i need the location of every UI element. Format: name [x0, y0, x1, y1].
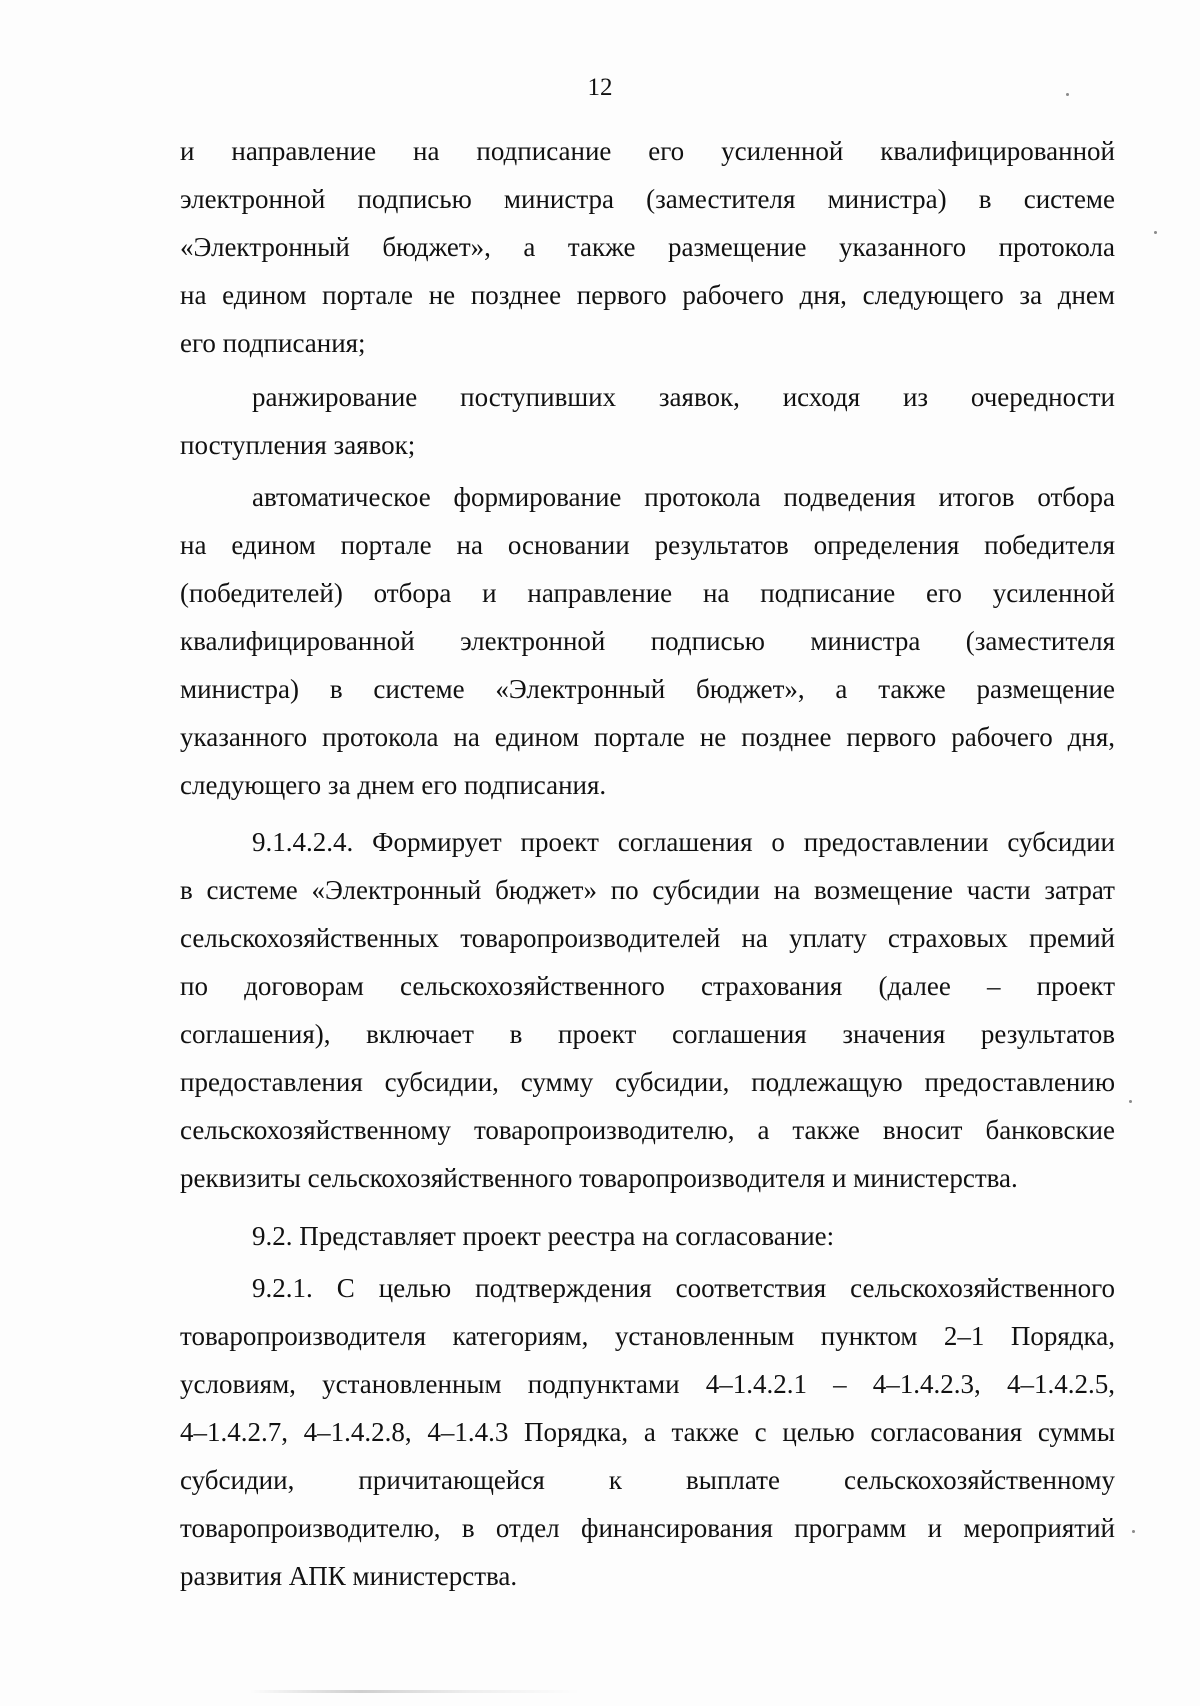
text-line: на едином портале не позднее первого рабочего дня, следующего за днем: [180, 280, 1115, 310]
scan-speck: [1129, 1100, 1132, 1103]
scan-speck: [1066, 93, 1069, 96]
text-line: и направление на подписание его усиленной квалифицированной: [180, 136, 1115, 166]
text-line: поступления заявок;: [180, 430, 416, 460]
paragraph-9-2-1: [180, 1264, 1115, 1600]
page-number: 12: [587, 74, 613, 101]
text-line: развития АПК министерства.: [180, 1561, 518, 1591]
text-line: автоматическое формирование протокола подведения итогов отбора: [252, 482, 1115, 512]
paragraph-protocol-signing: [180, 127, 1115, 367]
text-line: сельскохозяйственному товаропроизводителю, а также вносит банковские: [180, 1115, 1115, 1145]
text-line: ранжирование поступивших заявок, исходя из очередности: [252, 382, 1115, 412]
text-line: (победителей) отбора и направление на подписание его усиленной: [180, 578, 1115, 608]
text-line: «Электронный бюджет», а также размещение указанного протокола: [180, 232, 1115, 262]
text-line: следующего за днем его подписания.: [180, 770, 607, 800]
text-line: соглашения), включает в проект соглашения значения результатов: [180, 1019, 1115, 1049]
text-line: на едином портале на основании результатов определения победителя: [180, 530, 1115, 560]
text-line: 4–1.4.2.7, 4–1.4.2.8, 4–1.4.3 Порядка, а также с целью согласования суммы: [180, 1417, 1115, 1447]
scan-smudge: [250, 1690, 580, 1693]
text-line: 9.2. Представляет проект реестра на согласование:: [252, 1221, 835, 1251]
paragraph-ranking: [180, 373, 1115, 469]
text-line: указанного протокола на едином портале не позднее первого рабочего дня,: [180, 722, 1115, 752]
text-line: предоставления субсидии, сумму субсидии, подлежащую предоставлению: [180, 1067, 1115, 1097]
text-line: субсидии, причитающейся к выплате сельскохозяйственному: [180, 1465, 1115, 1495]
text-line: товаропроизводителя категориям, установленным пунктом 2–1 Порядка,: [180, 1321, 1115, 1351]
text-line: его подписания;: [180, 328, 366, 358]
scan-speck: [1154, 231, 1157, 234]
text-line: реквизиты сельскохозяйственного товаропроизводителя и министерства.: [180, 1163, 1018, 1193]
text-line: 9.2.1. С целью подтверждения соответствия сельскохозяйственного: [252, 1273, 1115, 1303]
paragraph-9-1-4-2-4: [180, 818, 1115, 1202]
text-line: товаропроизводителю, в отдел финансирования программ и мероприятий: [180, 1513, 1115, 1543]
text-line: условиям, установленным подпунктами 4–1.4.2.1 – 4–1.4.2.3, 4–1.4.2.5,: [180, 1369, 1115, 1399]
text-line: 9.1.4.2.4. Формирует проект соглашения о предоставлении субсидии: [252, 827, 1115, 857]
text-line: по договорам сельскохозяйственного страхования (далее – проект: [180, 971, 1115, 1001]
paragraph-automatic-protocol: [180, 473, 1115, 809]
scan-speck: [1132, 1530, 1135, 1533]
text-line: сельскохозяйственных товаропроизводителей на уплату страховых премий: [180, 923, 1115, 953]
text-line: министра) в системе «Электронный бюджет», а также размещение: [180, 674, 1115, 704]
text-line: квалифицированной электронной подписью министра (заместителя: [180, 626, 1115, 656]
text-line: в системе «Электронный бюджет» по субсидии на возмещение части затрат: [180, 875, 1115, 905]
paragraph-9-2: [180, 1212, 1115, 1260]
text-line: электронной подписью министра (заместителя министра) в системе: [180, 184, 1115, 214]
